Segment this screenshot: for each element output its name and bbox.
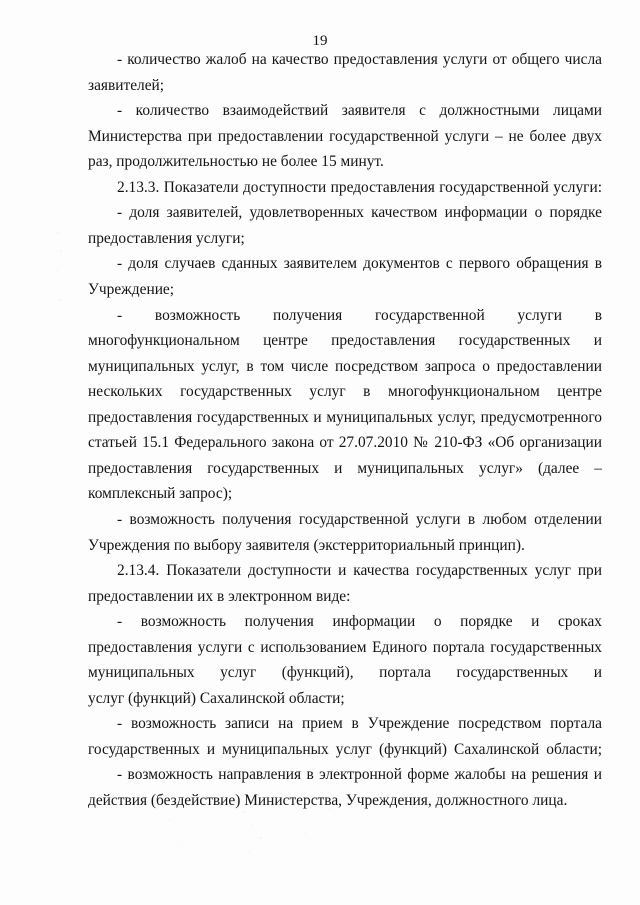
- text-line: предоставления услуги;: [88, 229, 245, 247]
- text-line: - возможность записи на прием в Учреждение посредством портала: [117, 715, 602, 733]
- text-line: - доля заявителей, удовлетворенных качеством информации о порядке: [117, 204, 602, 222]
- text-line: предоставлении их в электронном виде:: [88, 587, 351, 605]
- text-line: - количество взаимодействий заявителя с должностными лицами: [117, 102, 602, 120]
- text-line: предоставления государственных и муниципальных услуг, предусмотренного: [88, 408, 602, 426]
- text-line: заявителей;: [88, 76, 165, 94]
- text-line: муниципальных услуг (функций), портала государственных и: [88, 664, 602, 682]
- text-line: - доля случаев сданных заявителем документов с первого обращения в: [117, 255, 602, 273]
- text-line: статьей 15.1 Федерального закона от 27.07.2010 № 210-ФЗ «Об организации: [88, 434, 602, 452]
- text-line: Министерства при предоставлении государственной услуги – не более двух: [88, 127, 602, 145]
- text-line: - возможность получения информации о порядке и сроках: [117, 613, 602, 631]
- text-line: многофункциональном центре предоставления государственных и: [88, 332, 602, 350]
- text-line: предоставления государственных и муниципальных услуг» (далее –: [88, 459, 602, 477]
- text-line: Учреждения по выбору заявителя (экстерриториальный принцип).: [88, 536, 525, 554]
- text-line: раз, продолжительностью не более 15 минут.: [88, 153, 384, 171]
- text-line: комплексный запрос);: [88, 485, 233, 503]
- text-line: - возможность получения государственной услуги в: [117, 306, 602, 324]
- text-line: - возможность направления в электронной форме жалобы на решения и: [117, 766, 602, 784]
- text-line: 2.13.3. Показатели доступности предоставления государственной услуги:: [117, 178, 602, 196]
- text-line: предоставления услуги с использованием Единого портала государственных: [88, 638, 602, 656]
- text-line: государственных и муниципальных услуг (функций) Сахалинской области;: [88, 740, 602, 758]
- text-line: - количество жалоб на качество предоставления услуги от общего числа: [117, 51, 602, 68]
- text-line: нескольких государственных услуг в многофункциональном центре: [88, 383, 602, 401]
- text-line: Учреждение;: [88, 281, 175, 298]
- text-line: муниципальных услуг, в том числе посредством запроса о предоставлении: [88, 357, 602, 375]
- text-line: услуг (функций) Сахалинской области;: [88, 689, 345, 707]
- page-number: 19: [312, 33, 328, 49]
- text-line: действия (бездействие) Министерства, Учреждения, должностного лица.: [88, 792, 568, 809]
- text-line: 2.13.4. Показатели доступности и качества государственных услуг при: [117, 562, 602, 579]
- text-line: - возможность получения государственной услуги в любом отделении: [117, 510, 602, 528]
